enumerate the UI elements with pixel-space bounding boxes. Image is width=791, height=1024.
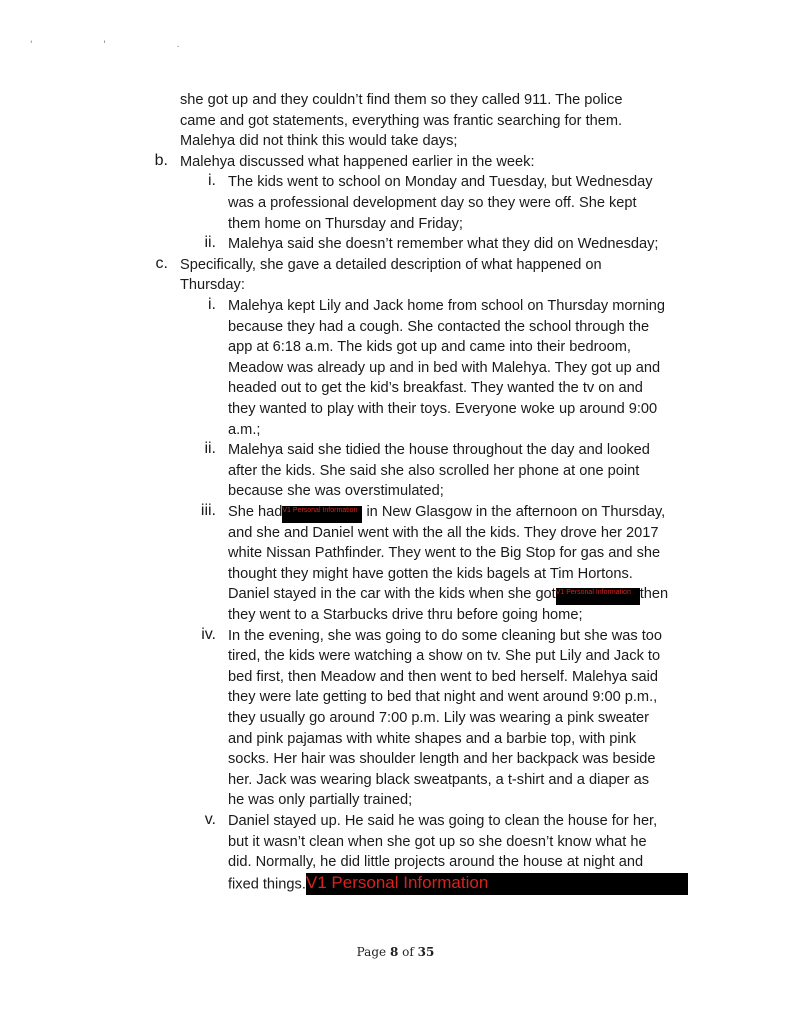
text-line: and pink pajamas with white shapes and a barbie top, with pink (228, 730, 637, 747)
text-line: Malehya kept Lily and Jack home from school on Thursday morning (228, 298, 665, 314)
text-line: white Nissan Pathfinder. They went to the Big Stop for gas and she (228, 545, 661, 562)
text-line: headed out to get the kid’s breakfast. They wanted the tv on and (228, 380, 643, 397)
text-line: but it wasn’t clean when she got up so she doesn’t know what he (228, 833, 647, 850)
text-segment: in New Glasgow in the afternoon on Thursday, (366, 504, 666, 520)
current-page-number: 8 (389, 945, 399, 959)
text-line: her. Jack was wearing black sweatpants, a t-shirt and a diaper as (228, 771, 650, 788)
text-line: he was only partially trained; (228, 792, 413, 809)
text-line: bed first, then Meadow and then went to bed herself. Malehya said (228, 668, 658, 685)
text-line: after the kids. She said she also scrolled her phone at one point (228, 462, 640, 479)
list-marker-c-iii: iii. (200, 502, 216, 519)
text-line: app at 6:18 a.m. The kids got up and came into their bedroom, (228, 339, 631, 356)
intro-paragraph (180, 90, 622, 152)
text-line: Malehya discussed what happened earlier in the week: (180, 153, 535, 170)
text-segment: Daniel stayed in the car with the kids when she got (228, 586, 556, 603)
footer-prefix: Page (356, 945, 387, 959)
text-line: Thursday: (180, 277, 245, 294)
text-line: them home on Thursday and Friday; (228, 215, 463, 232)
text-line (228, 873, 688, 894)
text-line: Specifically, she gave a detailed description of what happened on (180, 256, 602, 273)
text-line: they went to a Starbucks drive thru before going home; (228, 606, 583, 623)
text-line: Malehya said she doesn’t remember what they did on Wednesday; (228, 236, 659, 253)
text-segment: She had (228, 504, 283, 520)
list-marker-b: b. (154, 151, 168, 169)
text-line: they usually go around 7:00 p.m. Lily was wearing a pink sweater (228, 709, 650, 726)
redaction-box: V1 Personal Information (282, 506, 362, 523)
text-line: Meadow was already up and in bed with Malehya. They got up and (228, 359, 661, 376)
text-line: because she was overstimulated; (228, 483, 444, 500)
page-number-footer (0, 945, 791, 959)
item-c-v-text (228, 811, 688, 893)
item-c-ii-text (228, 440, 650, 502)
text-line: tired, the kids were watching a show on tv. She put Lily and Jack to (228, 648, 661, 665)
text-segment: fixed things. (228, 876, 306, 893)
text-line: Malehya did not think this would take days; (180, 133, 458, 150)
text-line (228, 502, 668, 523)
total-page-count: 35 (417, 945, 435, 959)
scan-marks: ' ' . (30, 40, 214, 50)
list-marker-c-iv: iv. (201, 625, 216, 643)
list-marker-b-ii: ii. (204, 234, 216, 252)
item-c-text (180, 255, 602, 296)
text-line: Daniel stayed up. He said he was going to clean the house for her, (228, 813, 658, 829)
text-line: they wanted to play with their toys. Everyone woke up around 9:00 (228, 400, 658, 417)
text-line: and she and Daniel went with the all the kids. They drove her 2017 (228, 524, 659, 541)
text-line: did. Normally, he did little projects around the house at night and (228, 854, 644, 871)
list-marker-c: c. (155, 254, 168, 272)
text-segment: then (639, 586, 669, 603)
list-marker-b-i: i. (208, 172, 216, 190)
item-b-text (180, 152, 535, 173)
redaction-box: V1 Personal Information (306, 873, 688, 895)
item-c-iii-text (228, 502, 668, 626)
item-c-i-text (228, 296, 665, 440)
text-line: thought they might have gotten the kids bagels at Tim Hortons. (228, 565, 633, 582)
text-line: socks. Her hair was shoulder length and her backpack was beside (228, 751, 656, 768)
item-b-i-text (228, 172, 653, 234)
text-line: was a professional development day so they were off. She kept (228, 194, 637, 211)
text-line: Malehya said she tidied the house throughout the day and looked (228, 442, 650, 459)
footer-of: of (402, 945, 414, 959)
text-line: she got up and they couldn’t find them so they called 911. The police (180, 92, 623, 108)
text-line: In the evening, she was going to do some cleaning but she was too (228, 627, 663, 644)
text-line: came and got statements, everything was frantic searching for them. (180, 112, 623, 129)
redaction-box: V1 Personal Information (556, 588, 640, 605)
item-b-ii-text (228, 234, 659, 255)
list-marker-c-v: v. (204, 811, 216, 828)
text-line: The kids went to school on Monday and Tuesday, but Wednesday (228, 174, 653, 191)
text-line: a.m.; (228, 421, 261, 438)
list-marker-c-ii: ii. (204, 440, 216, 458)
item-c-iv-text (228, 626, 662, 811)
text-line (228, 584, 668, 605)
text-line: they were late getting to bed that night and went around 9:00 p.m., (228, 689, 658, 706)
list-marker-c-i: i. (208, 296, 216, 313)
text-line: because they had a cough. She contacted the school through the (228, 318, 650, 335)
